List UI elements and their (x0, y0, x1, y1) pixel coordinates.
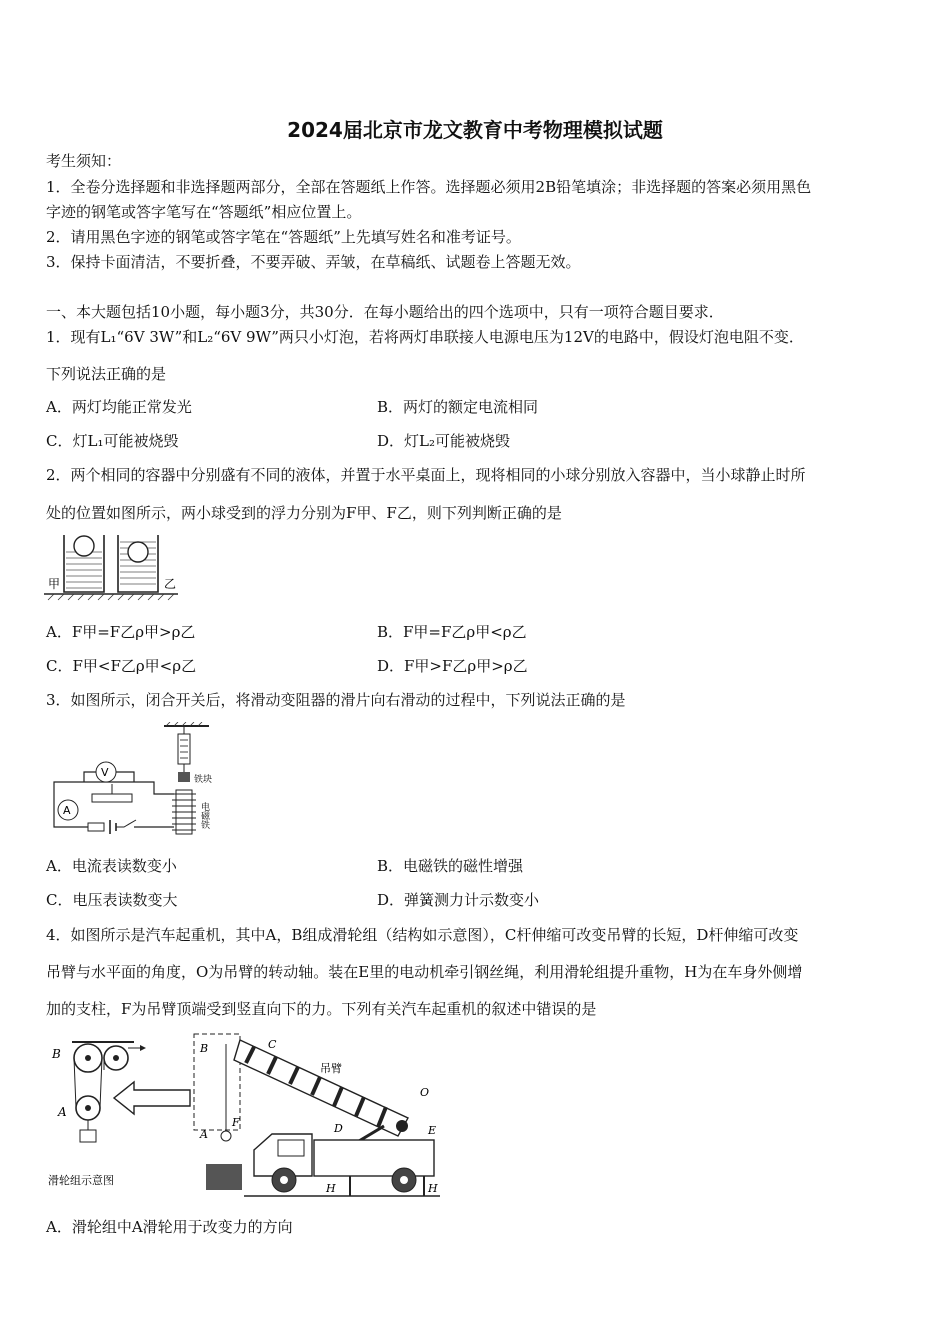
q3-stem: 3．如图所示，闭合开关后，将滑动变阻器的滑片向右滑动的过程中，下列说法正确的是 (46, 691, 626, 709)
q2-option-a: A．F甲=F乙ρ甲>ρ乙 (46, 623, 196, 641)
switch (116, 820, 136, 827)
hook-pulley (221, 1131, 231, 1141)
q3-option-c: C．电压表读数变大 (46, 891, 178, 909)
crane-label-a: A (200, 1128, 208, 1141)
q1-option-a: A．两灯均能正常发光 (46, 398, 192, 416)
crane-label-h2: H (428, 1182, 438, 1195)
crane-label-b: B (200, 1042, 209, 1055)
notice-heading: 考生须知： (46, 152, 122, 170)
pivot-o (396, 1120, 408, 1132)
q1-stem: 1．现有L₁“6V 3W”和L₂“6V 9W”两只小灯泡，若将两灯串联接人电源电压为12V的电路中，假设灯泡电阻不变． (46, 328, 804, 346)
table-hatching (48, 594, 174, 600)
label-arm: 吊臂 (320, 1062, 342, 1075)
container-jia (64, 535, 104, 592)
page-title: 2024届北京市龙文教育中考物理模拟试题 (287, 118, 663, 142)
pulley-label-a: A (58, 1105, 67, 1119)
q1-option-c: C．灯L₁可能被烧毁 (46, 432, 179, 450)
iron-block (178, 772, 190, 782)
crane-label-f: F (232, 1116, 240, 1129)
resistor (88, 823, 104, 831)
q2-option-b: B．F甲=F乙ρ甲<ρ乙 (377, 623, 527, 641)
q1-option-d: D．灯L₂可能被烧毁 (377, 432, 511, 450)
q4-stem: 4．如图所示是汽车起重机，其中A，B组成滑轮组（结构如示意图），C杆伸缩可改变吊臂的长短，D杆伸缩可改变 (46, 926, 799, 944)
notice-item-1: 1．全卷分选择题和非选择题两部分，全部在答题纸上作答。选择题必须用2B铅笔填涂；非选择题的答案必须用黑色 (46, 178, 812, 196)
q4-stem-cont-2: 加的支柱，F为吊臂顶端受到竖直向下的力。下列有关汽车起重机的叙述中错误的是 (46, 1000, 597, 1018)
q4-option-a: A．滑轮组中A滑轮用于改变力的方向 (46, 1218, 293, 1236)
q2-option-d: D．F甲>F乙ρ甲>ρ乙 (377, 657, 528, 675)
q2-containers-figure (44, 530, 184, 605)
q3-circuit-figure (44, 722, 234, 837)
q3-option-d: D．弹簧测力计示数变小 (377, 891, 540, 909)
q1-stem-cont: 下列说法正确的是 (46, 365, 167, 383)
label-yi: 乙 (164, 577, 177, 591)
rheostat (92, 794, 132, 802)
crane-label-o: O (420, 1086, 430, 1099)
arrow-icon (114, 1082, 190, 1114)
electromagnet (172, 790, 196, 834)
container-yi (118, 535, 158, 592)
notice-item-1-cont: 字迹的钢笔或答字笔写在“答题纸”相应位置上。 (46, 203, 362, 221)
crane-boom (234, 1040, 408, 1136)
q2-option-c: C．F甲<F乙ρ甲<ρ乙 (46, 657, 197, 675)
label-jia: 甲 (48, 577, 61, 591)
ammeter-label: A (63, 804, 71, 817)
pulley-caption: 滑轮组示意图 (48, 1174, 114, 1187)
voltmeter-label: V (101, 766, 109, 779)
battery (110, 820, 116, 834)
load-block (206, 1164, 242, 1190)
truck (244, 1134, 440, 1196)
notice-item-2: 2．请用黑色字迹的钢笔或答字笔在“答题纸”上先填写姓名和准考证号。 (46, 228, 521, 246)
section-heading: 一、本大题包括10小题，每小题3分，共30分．在每小题给出的四个选项中，只有一项符合题目要求． (46, 303, 724, 321)
notice-item-3: 3．保持卡面清洁，不要折叠，不要弄破、弄皱，在草稿纸、试题卷上答题无效。 (46, 253, 581, 271)
label-iron: 铁块 (194, 775, 213, 785)
q2-stem-cont: 处的位置如图所示，两小球受到的浮力分别为F甲、F乙，则下列判断正确的是 (46, 504, 562, 522)
crane-label-e: E (428, 1124, 437, 1137)
label-magnet: 电磁铁 (199, 802, 209, 829)
q2-stem: 2．两个相同的容器中分别盛有不同的液体，并置于水平桌面上，现将相同的小球分别放入容器中，当小球静止时所 (46, 466, 806, 484)
q3-option-b: B．电磁铁的磁性增强 (377, 857, 524, 875)
crane-label-h1: H (326, 1182, 336, 1195)
q3-option-a: A．电流表读数变小 (46, 857, 177, 875)
pulley-label-b: B (52, 1047, 61, 1061)
q1-option-b: B．两灯的额定电流相同 (377, 398, 539, 416)
q4-stem-cont-1: 吊臂与水平面的角度，O为吊臂的转动轴。装在E里的电动机牵引钢丝绳，利用滑轮组提升重物，H为在车身外侧增 (46, 963, 803, 981)
spring-scale (178, 726, 190, 772)
crane-label-c: C (268, 1038, 277, 1051)
crane-label-d: D (334, 1122, 343, 1135)
q4-crane-figure (44, 1030, 444, 1202)
